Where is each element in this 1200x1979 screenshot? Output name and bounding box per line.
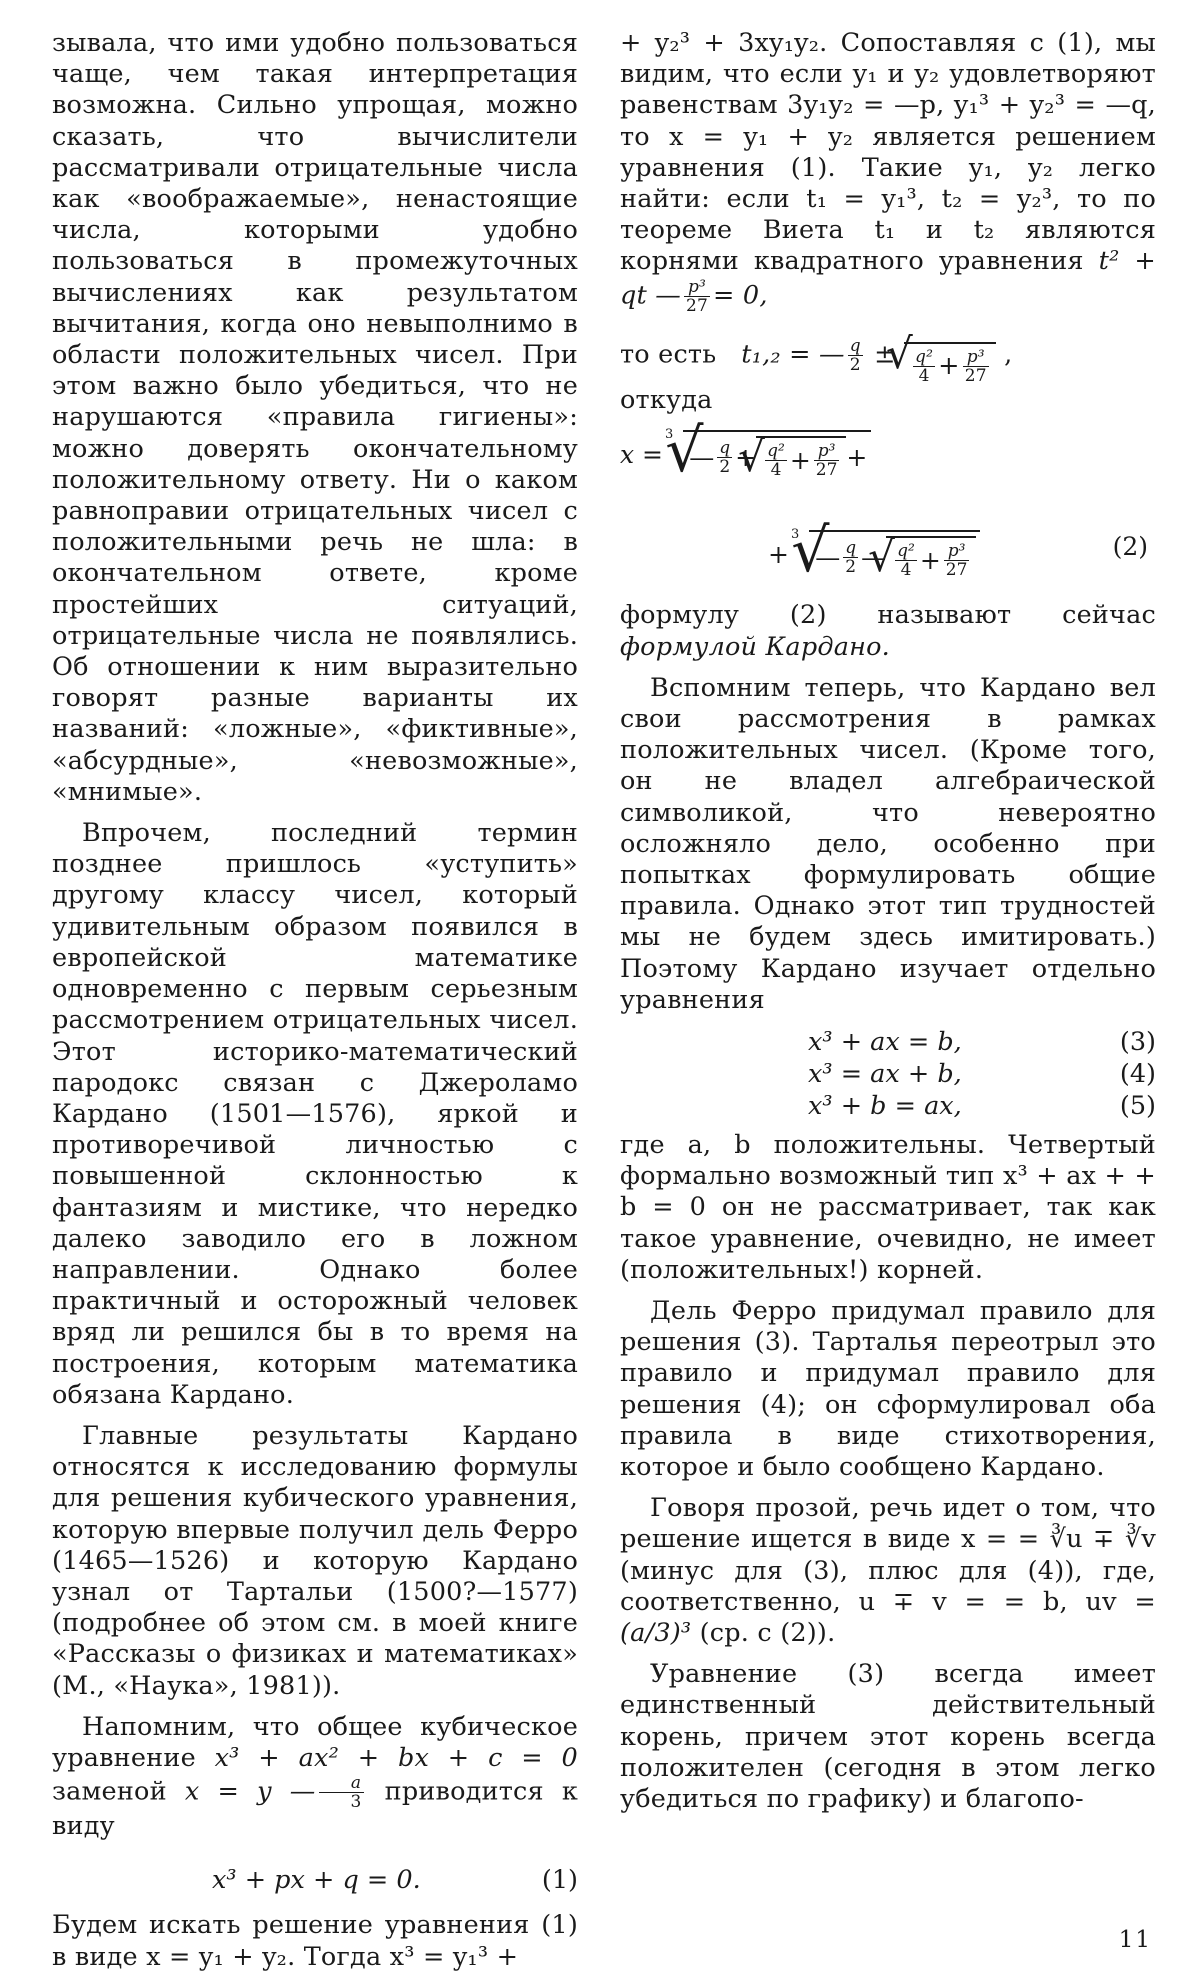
paragraph: Будем искать решение уравнения (1) в виде x = y₁ + y₂. Тогда x³ = y₁³ + <box>52 1910 578 1972</box>
cube-root-2: √ — $\frac{q}{2}$ — √ $\frac{\text{q²}}{4}$ + $\frac{\text{p³}}{27}$ <box>809 530 980 579</box>
paragraph: то есть t₁,₂ = — $\frac{q}{2}$ ± √ $\frac{\text{q²}}{4}$ + $\frac{\text{p³}}{27}$ , <box>620 337 1156 386</box>
paragraph <box>620 28 1156 315</box>
substitution: x = y — <box>184 1776 316 1807</box>
text-span: заменой <box>52 1776 167 1807</box>
right-column <box>620 28 1156 1815</box>
cube-root-1: √ — $\frac{q}{2}$ + √ $\frac{\text{q²}}{4}$ + $\frac{\text{p³}}{27}$ + <box>683 430 871 479</box>
paragraph: где a, b положительны. Четвертый формально возможный тип x³ + ax + + b = 0 он не рассматривает, так как такое уравнение, очевидно, не имеет (положительных!) корней. <box>620 1129 1156 1285</box>
equation-1 <box>52 1860 578 1900</box>
paragraph: Впрочем, последний термин позднее пришлось «уступить» другому классу чисел, который удивительным образом появился в европейской математике одновременно с первым серьезным рассмотрением отрицательных чисел. Этот историко-математический пародокс связан с Джероламо Кардано (1501—1576), яркой и противоречивой личностью с повышенной склонностью к фантазиям и мистике, что нередко далеко заводило его в ложном направлении. Однако более практичный и осторожный человек вряд ли решился бы в то время на построения, которым математика обязана Кардано. <box>52 818 578 1410</box>
equation-system: x³ + ax = b, (3) x³ = ax + b, (4) x³ + b = ax, (5) <box>808 1026 1156 1121</box>
cubic-general-equation: x³ + ax² + bx + c = 0 <box>214 1742 578 1773</box>
paragraph: Вспомним теперь, что Кардано вел свои рассмотрения в рамках положительных чисел. (Кроме того, он не владел алгебраической символикой, что невероятно осложняло дело, особенно при попытках формулировать общие правила. Однако этот тип трудностей мы не будем здесь имитировать.) Поэтому Кардано изучает отдельно уравнения <box>620 672 1156 1015</box>
paragraph: формулу (2) называют сейчас формулой Кардано. <box>620 600 1156 662</box>
square-root: √ $\frac{\text{q²}}{4}$ + $\frac{\text{p³}}{27}$ <box>886 536 976 579</box>
left-column <box>52 28 578 1973</box>
quadratic-lhs: t² + qt — <box>620 246 1156 311</box>
paragraph: Говоря прозой, речь идет о том, что решение ищется в виде x = = ∛u ∓ ∛v (минус для (3), плюс для (4)), где, соответственно, u ∓ v = = b, uv = (a/3)³ (ср. с (2)). <box>620 1493 1156 1649</box>
equation-body: x³ + px + q = 0. <box>212 1865 421 1896</box>
fraction-q-over-2: $\frac{q}{2}$ <box>849 335 861 375</box>
quadratic-rhs: = 0, <box>713 280 768 311</box>
page-number: 11 <box>1118 1927 1152 1953</box>
text-span: то есть <box>620 339 717 370</box>
text-span: приводится к виду <box>52 1776 579 1842</box>
paragraph <box>52 1712 578 1843</box>
fraction-power: (a/3)³ <box>620 1618 692 1649</box>
paragraph: зывала, что ими удобно пользоваться чаще, чем такая интерпретация возможна. Сильно упрощая, можно сказать, что вычислители рассматривали отрицательные числа как «воображаемые», ненастоящие числа, которыми удобно пользоваться в промежуточных вычислениях как результатом вычитания, когда оно невыполнимо в области положительных чисел. При этом важно было убедиться, что не нарушаются «правила гигиены»: можно доверять окончательному положительному ответу. Ни о каком равноправии отрицательных чисел с положительными речь не шла: в окончательном ответе, кроме простейших ситуаций, отрицательные числа не появлялись. Об отношении к ним выразительно говорят разные варианты их названий: «ложные», «фиктивные», «абсурдные», «невозможные», «мнимые». <box>52 28 578 807</box>
equation-number: (2) <box>1112 532 1148 562</box>
paragraph: Уравнение (3) всегда имеет единственный действительный корень, причем этот корень всегда положителен (сегодня в этом легко убедиться по графику) и благопо- <box>620 1659 1156 1815</box>
paragraph: Дель Ферро придумал правило для решения (3). Тарталья переотрыл это правило и придумал правило для решения (4); он сформулировал оба правила в виде стихотворения, которое и было сообщено Кардано. <box>620 1295 1156 1482</box>
plus-minus: ± <box>874 339 896 370</box>
cardano-formula-term: формулой Кардано. <box>620 631 890 662</box>
fraction-p3-over-27: $\frac{\text{p³}}{27}$ <box>685 276 709 316</box>
formula-lhs: x = <box>620 440 663 470</box>
square-root: √ $\frac{\text{q²}}{4}$ + $\frac{\text{p³}}{27}$ <box>756 436 846 479</box>
square-root: √ $\frac{\text{q²}}{4}$ + $\frac{\text{p³}}{27}$ <box>904 342 996 385</box>
roots-lhs: t₁,₂ = — <box>741 339 845 370</box>
paragraph: Главные результаты Кардано относятся к исследованию формулы для решения кубического уравнения, которую впервые получил дель Ферро (1465—1526) и которую Кардано узнал от Тартальи (1500?—1577) (подробнее об этом см. в моей книге «Рассказы о физиках и математиках» (М., «Наука», 1981)). <box>52 1420 578 1701</box>
paragraph: откуда <box>620 385 713 416</box>
text-span: + y₂³ + 3xy₁y₂. Сопоставляя с (1), мы видим, что если y₁ и y₂ удовлетворяют равенствам 3y₁y₂ = —p, y₁³ + y₂³ = —q, то x = y₁ + y₂ является решением уравнения (1). Такие y₁, y₂ легко найти: если t₁ = y₁³, t₂ = y₂³, то по теореме Виета t₁ и t₂ являются корнями квадратного уравнения <box>620 28 1156 277</box>
fraction-a-over-3: $\frac{a}{3}$ <box>319 1774 364 1811</box>
cardano-formula: x = 3 √ — $\frac{q}{2}$ + √ $\frac{\text{q²}}{4}$ + $\frac{\text{p³}}{27}$ + + 3 √ — $\frac{q}{2}$ — √ $\frac{\text{q²}}{4}$ + $\frac{\text{p³}}{27}$ (2) <box>620 420 1156 600</box>
text-span: Напомним, что общее кубическое уравнение <box>52 1711 578 1773</box>
equation-number: (1) <box>541 1865 578 1896</box>
